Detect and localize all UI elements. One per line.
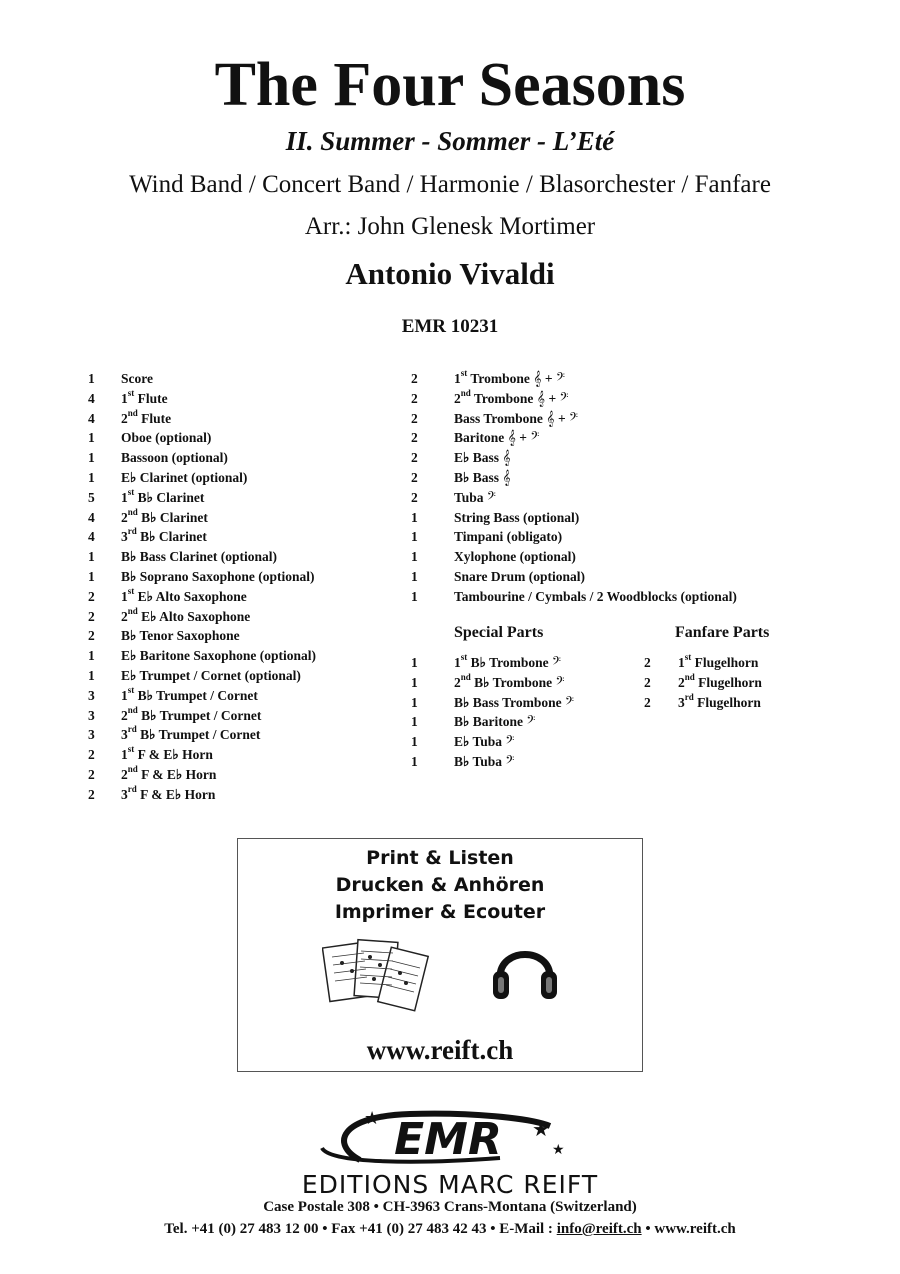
part-name: 2nd Flugelhorn [678, 671, 762, 690]
part-name: Score [121, 371, 153, 386]
part-quantity: 2 [88, 766, 95, 782]
part-quantity: 1 [411, 568, 418, 584]
part-quantity: 1 [411, 529, 418, 545]
part-quantity: 2 [88, 608, 95, 624]
part-quantity: 1 [88, 568, 95, 584]
part-quantity: 3 [88, 707, 95, 723]
part-quantity: 1 [411, 549, 418, 565]
part-name: B♭ Tenor Saxophone [121, 628, 240, 644]
part-name: B♭ Bass Clarinet (optional) [121, 549, 278, 565]
part-name: Oboe (optional) [121, 430, 212, 446]
part-quantity: 1 [88, 430, 95, 446]
promo-line-imprimer: Imprimer & Ecouter [334, 901, 546, 923]
part-name: 1st F & E♭ Horn [121, 744, 213, 763]
part-name: String Bass (optional) [454, 509, 580, 525]
part-quantity: 1 [411, 694, 418, 710]
part-quantity: 1 [411, 734, 418, 750]
part-quantity: 3 [88, 687, 95, 703]
part-name: B♭ Bass Trombone 𝄢 [454, 694, 575, 711]
headphones-icon [490, 935, 560, 1007]
svg-text:★: ★ [532, 1117, 550, 1141]
part-name: 1st B♭ Trumpet / Cornet [121, 684, 258, 703]
part-quantity: 2 [411, 390, 418, 406]
part-quantity: 2 [411, 430, 418, 446]
svg-text:★: ★ [364, 1108, 381, 1129]
part-name: 2nd F & E♭ Horn [121, 763, 217, 782]
promo-line-print-listen: Print & Listen [366, 847, 514, 869]
part-quantity: 1 [88, 667, 95, 683]
part-quantity: 1 [88, 450, 95, 466]
part-name: E♭ Trumpet / Cornet (optional) [121, 667, 301, 683]
contact-phone-fax: Tel. +41 (0) 27 483 12 00 • Fax +41 (0) 27 483 42 43 • E-Mail : [164, 1221, 557, 1237]
part-quantity: 2 [411, 450, 418, 466]
part-name: Tuba 𝄢 [454, 489, 496, 506]
part-quantity: 2 [88, 747, 95, 763]
part-name: 1st E♭ Alto Saxophone [121, 585, 247, 604]
composer-name: Antonio Vivaldi [345, 256, 555, 291]
part-quantity: 4 [88, 529, 95, 545]
part-quantity: 2 [411, 489, 418, 505]
svg-text:EMR: EMR [394, 1114, 502, 1165]
svg-text:★: ★ [552, 1142, 565, 1158]
part-quantity: 2 [644, 694, 651, 710]
part-name: E♭ Baritone Saxophone (optional) [121, 648, 317, 664]
title: The Four Seasons [214, 51, 686, 119]
part-name: B♭ Bass 𝄞 [454, 469, 511, 486]
emr-logo [300, 1104, 600, 1170]
part-name: Tambourine / Cymbals / 2 Woodblocks (optional) [454, 588, 737, 604]
part-name: Xylophone (optional) [454, 549, 576, 565]
subtitle: II. Summer - Sommer - L’Eté [285, 126, 615, 156]
part-quantity: 2 [88, 628, 95, 644]
part-name: 1st Flugelhorn [678, 652, 759, 670]
part-quantity: 1 [88, 469, 95, 485]
part-name: B♭ Tuba 𝄢 [454, 753, 515, 770]
part-quantity: 1 [411, 509, 418, 525]
ensemble-line: Wind Band / Concert Band / Harmonie / Blasorchester / Fanfare [129, 171, 771, 198]
part-name: 2nd E♭ Alto Saxophone [121, 605, 251, 624]
part-name: Snare Drum (optional) [454, 568, 586, 584]
part-quantity: 2 [88, 786, 95, 802]
part-name: 3rd F & E♭ Horn [121, 783, 216, 802]
part-quantity: 1 [411, 588, 418, 604]
part-quantity: 1 [411, 674, 418, 690]
part-name: 3rd Flugelhorn [678, 691, 761, 710]
part-name: Bass Trombone 𝄞 + 𝄢 [454, 410, 579, 427]
part-name: E♭ Bass 𝄞 [454, 450, 511, 467]
arranger-line: Arr.: John Glenesk Mortimer [304, 213, 596, 240]
part-name: 3rd B♭ Trumpet / Cornet [121, 724, 261, 743]
part-name: B♭ Baritone 𝄢 [454, 714, 536, 731]
part-quantity: 1 [411, 655, 418, 670]
part-quantity: 2 [411, 410, 418, 426]
sheet-music-icon [322, 935, 430, 1021]
part-quantity: 1 [88, 371, 95, 386]
print-listen-box [237, 838, 643, 1072]
part-quantity: 5 [88, 489, 95, 505]
part-quantity: 4 [88, 509, 95, 525]
publisher-address: Case Postale 308 • CH-3963 Crans-Montana (Switzerland) [263, 1199, 637, 1215]
part-name: Baritone 𝄞 + 𝄢 [454, 430, 540, 447]
part-quantity: 1 [88, 549, 95, 565]
catalog-number: EMR 10231 [401, 316, 499, 337]
part-quantity: 2 [411, 371, 418, 386]
part-quantity: 1 [411, 714, 418, 730]
part-quantity: 2 [88, 588, 95, 604]
part-name: 3rd B♭ Clarinet [121, 526, 207, 545]
part-quantity: 2 [411, 469, 418, 485]
part-name: E♭ Tuba 𝄢 [454, 734, 515, 751]
part-name: Bassoon (optional) [121, 450, 228, 466]
part-quantity: 2 [644, 674, 651, 690]
part-quantity: 3 [88, 727, 95, 743]
contact-email-link[interactable]: info@reift.ch [556, 1221, 642, 1237]
promo-line-drucken: Drucken & Anhören [335, 874, 545, 896]
special-parts-header: Special Parts [454, 624, 544, 641]
promo-url[interactable]: www.reift.ch [366, 1035, 514, 1065]
part-quantity: 1 [411, 753, 418, 769]
part-quantity: 4 [88, 390, 95, 406]
part-name: 2nd Trombone 𝄞 + 𝄢 [454, 387, 569, 407]
part-name: Timpani (obligato) [454, 529, 563, 545]
part-name: 2nd B♭ Clarinet [121, 506, 208, 525]
part-name: 2nd Flute [121, 407, 172, 426]
part-name: 1st Trombone 𝄞 + 𝄢 [454, 368, 566, 387]
part-name: 2nd B♭ Trombone 𝄢 [454, 671, 565, 691]
part-name: 1st B♭ Clarinet [121, 486, 205, 505]
part-quantity: 1 [88, 648, 95, 664]
part-name: 1st Flute [121, 387, 168, 406]
part-name: 2nd B♭ Trumpet / Cornet [121, 704, 262, 723]
part-name: E♭ Clarinet (optional) [121, 469, 248, 485]
part-name: B♭ Soprano Saxophone (optional) [121, 568, 315, 584]
fanfare-parts-header: Fanfare Parts [675, 624, 770, 641]
contact-website[interactable]: • www.reift.ch [641, 1221, 736, 1237]
part-name: 1st B♭ Trombone 𝄢 [454, 652, 562, 671]
part-quantity: 2 [644, 655, 651, 670]
publisher-name: EDITIONS MARC REIFT [301, 1170, 599, 1199]
part-quantity: 4 [88, 410, 95, 426]
publisher-contact [0, 1220, 900, 1238]
